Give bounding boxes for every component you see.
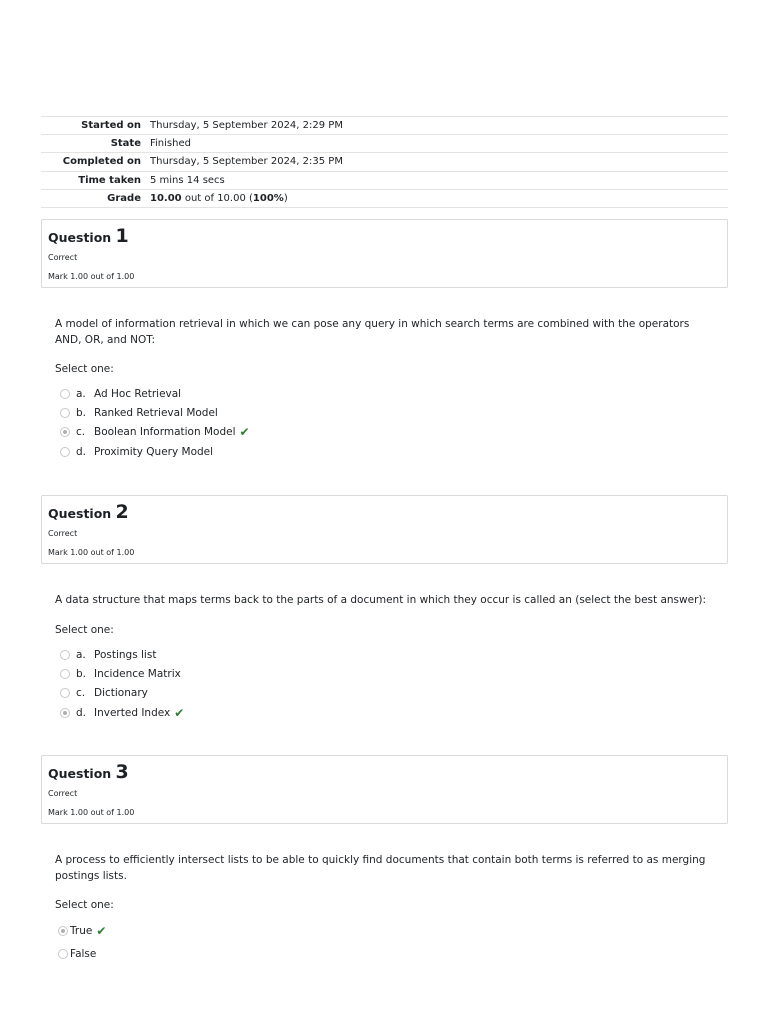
answer-option-1a[interactable] <box>60 384 250 403</box>
radio-button[interactable] <box>60 688 70 698</box>
grade-value <box>141 193 288 204</box>
summary-row-state <box>41 135 728 153</box>
answer-text: True <box>70 924 93 937</box>
summary-row-started <box>41 117 728 135</box>
radio-button[interactable] <box>60 669 70 679</box>
started-label: Started on <box>81 120 141 132</box>
time-taken-label: Time taken <box>78 174 141 186</box>
question-number: 3 <box>115 761 129 783</box>
answer-letter: c. <box>76 687 86 700</box>
question-info-3 <box>41 755 728 824</box>
answer-option-true[interactable] <box>58 919 106 942</box>
radio-button[interactable] <box>58 949 68 959</box>
started-value: Thursday, 5 September 2024, 2:29 PM <box>150 120 343 132</box>
radio-button-selected[interactable] <box>58 926 68 936</box>
answer-letter: b. <box>76 667 87 680</box>
question-title <box>48 502 727 524</box>
answer-text: False <box>70 947 97 960</box>
question-label: Question <box>48 766 116 781</box>
grade-score: 10.00 <box>150 192 182 204</box>
radio-button[interactable] <box>60 447 70 457</box>
radio-button[interactable] <box>60 408 70 418</box>
answer-option-2c[interactable] <box>60 684 184 703</box>
answer-list-3 <box>58 919 106 965</box>
question-mark: Mark 1.00 out of 1.00 <box>48 808 135 817</box>
question-title <box>48 226 727 248</box>
answer-option-2b[interactable] <box>60 664 184 683</box>
answer-text: Ad Hoc Retrieval <box>94 387 182 400</box>
select-one-prompt-2: Select one: <box>55 624 114 636</box>
question-title <box>48 762 727 784</box>
answer-text: Incidence Matrix <box>94 667 181 680</box>
radio-button-selected[interactable] <box>60 708 70 718</box>
answer-letter: a. <box>76 648 86 661</box>
question-number: 1 <box>115 225 129 247</box>
answer-option-1c[interactable] <box>60 423 250 442</box>
answer-letter: d. <box>76 706 87 719</box>
grade-label: Grade <box>107 192 141 204</box>
answer-text: Dictionary <box>94 687 148 700</box>
question-text-3: A process to efficiently intersect lists to be able to quickly find documents that contain both terms is referred to as merging postings lists. <box>55 854 706 882</box>
check-icon: ✔ <box>96 923 107 938</box>
question-mark: Mark 1.00 out of 1.00 <box>48 548 135 557</box>
grade-close: ) <box>283 192 288 204</box>
time-taken-value: 5 mins 14 secs <box>150 174 225 186</box>
grade-percent: 100% <box>252 192 284 204</box>
question-state: Correct <box>48 789 78 798</box>
check-icon: ✔ <box>174 705 185 720</box>
state-label: State <box>110 138 141 150</box>
summary-row-grade <box>41 190 728 208</box>
answer-option-1d[interactable] <box>60 442 250 461</box>
radio-button-selected[interactable] <box>60 427 70 437</box>
state-value: Finished <box>150 138 191 150</box>
question-text-2: A data structure that maps terms back to the parts of a document in which they occur is called an (select the best answer): <box>55 594 707 606</box>
answer-list-1 <box>60 384 250 461</box>
question-info-1 <box>41 219 728 288</box>
answer-text: Ranked Retrieval Model <box>94 406 218 419</box>
check-icon: ✔ <box>239 425 250 440</box>
attempt-summary-table <box>41 116 728 208</box>
question-label: Question <box>48 506 116 521</box>
completed-label: Completed on <box>62 156 141 168</box>
select-one-prompt-3: Select one: <box>55 899 114 911</box>
answer-option-2a[interactable] <box>60 645 184 664</box>
answer-text: Postings list <box>94 648 157 661</box>
radio-button[interactable] <box>60 389 70 399</box>
answer-letter: c. <box>76 426 86 439</box>
answer-option-2d[interactable] <box>60 703 184 722</box>
answer-text: Inverted Index <box>94 706 171 719</box>
answer-text: Proximity Query Model <box>94 445 214 458</box>
answer-option-false[interactable] <box>58 942 106 965</box>
answer-text: Boolean Information Model <box>94 426 236 439</box>
answer-list-2 <box>60 645 184 722</box>
question-state: Correct <box>48 253 78 262</box>
radio-button[interactable] <box>60 650 70 660</box>
summary-row-completed <box>41 153 728 171</box>
completed-value: Thursday, 5 September 2024, 2:35 PM <box>150 156 343 168</box>
summary-row-time <box>41 172 728 190</box>
question-info-2 <box>41 495 728 564</box>
question-label: Question <box>48 230 116 245</box>
answer-letter: d. <box>76 445 87 458</box>
answer-letter: b. <box>76 406 87 419</box>
answer-option-1b[interactable] <box>60 403 250 422</box>
question-mark: Mark 1.00 out of 1.00 <box>48 272 135 281</box>
grade-out-of: out of 10.00 ( <box>181 192 253 204</box>
answer-letter: a. <box>76 387 86 400</box>
question-text-1: A model of information retrieval in which we can pose any query in which search terms are combined with the operators AND, OR, and NOT: <box>55 318 690 346</box>
question-number: 2 <box>115 501 129 523</box>
select-one-prompt-1: Select one: <box>55 363 114 375</box>
question-state: Correct <box>48 529 78 538</box>
